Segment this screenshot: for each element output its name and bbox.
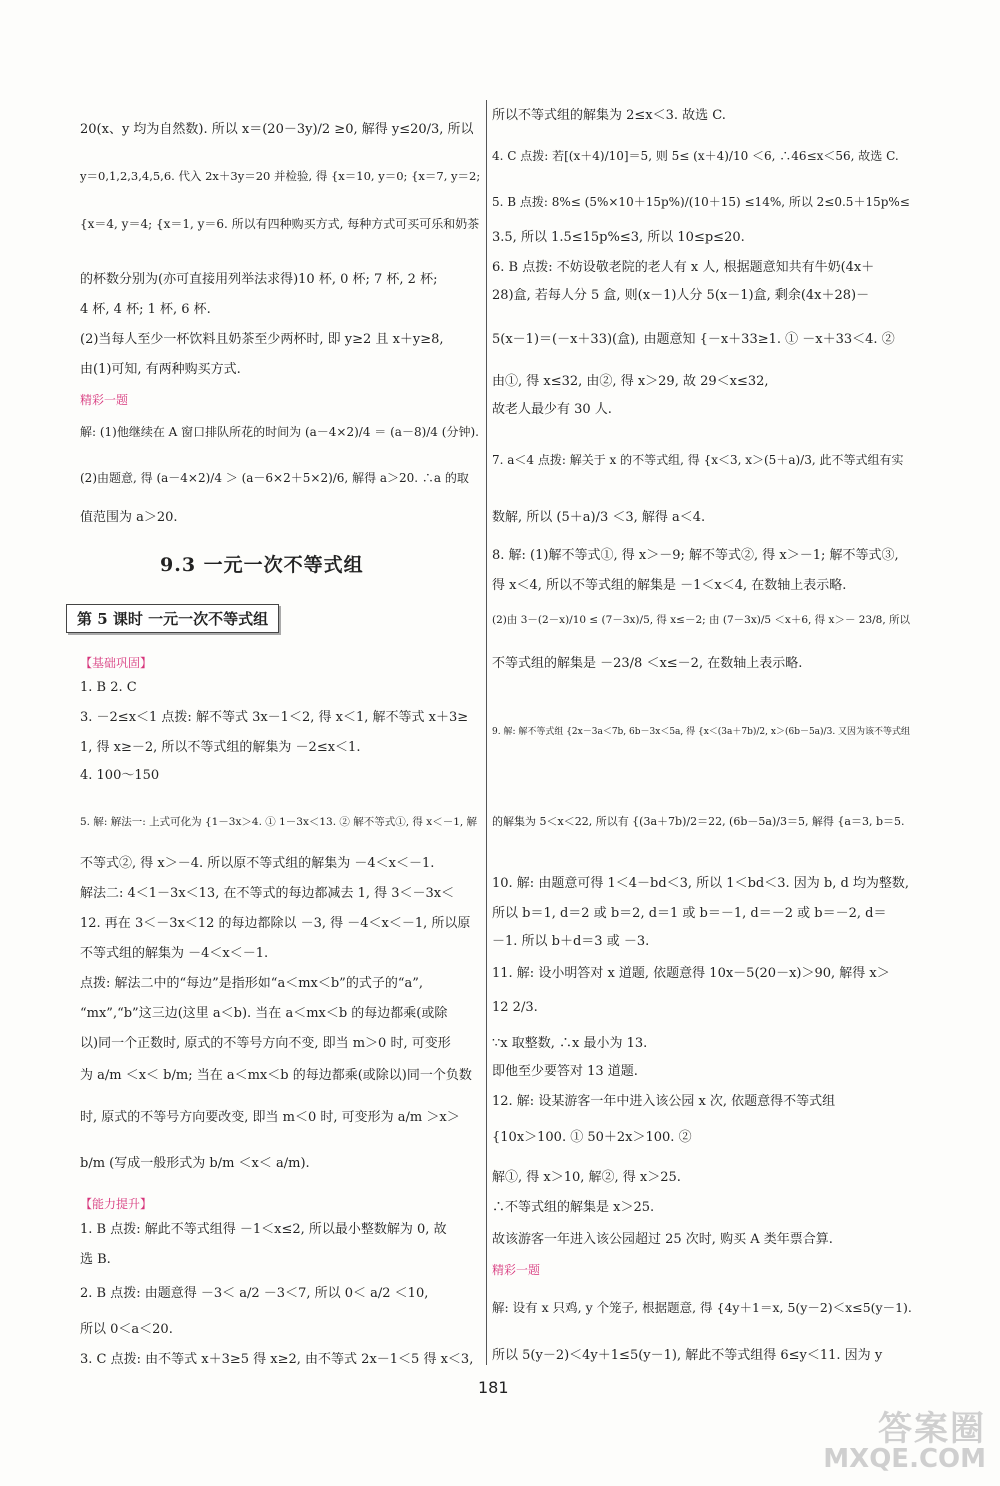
right-text-line: 即他至少要答对 13 道题. (492, 1064, 638, 1079)
right-text-line: －1. 所以 b＋d＝3 或 －3. (492, 934, 650, 949)
right-text-line: ∵x 取整数, ∴x 最小为 13. (492, 1036, 648, 1051)
left-text-line: 【基础巩固】 (80, 656, 153, 670)
left-text-line: 不等式组的解集为 －4＜x＜－1. (80, 946, 269, 961)
right-text-line: 精彩一题 (492, 1263, 541, 1277)
left-text-line: 5. 解: 解法一: 上式可化为 {1－3x＞4. ① 1－3x＜13. ② 解不等式①, 得 x＜－1, 解 (80, 816, 478, 828)
right-text-line: 5(x－1)＝(－x＋33)(盒), 由题意知 {－x＋33≥1. ① －x＋33＜4. ② (492, 332, 895, 347)
left-text-line: 4. 100～150 (80, 768, 160, 783)
left-text-line: 以)同一个正数时, 原式的不等号方向不变, 即当 m＞0 时, 可变形 (80, 1036, 451, 1051)
right-text-line: 由①, 得 x≤32, 由②, 得 x＞29, 故 29＜x≤32, (492, 374, 769, 389)
left-text-line: 12. 再在 3＜－3x＜12 的每边都除以 －3, 得 －4＜x＜－1, 所以原 (80, 916, 471, 931)
left-text-line: 由(1)可知, 有两种购买方式. (80, 362, 241, 377)
right-text-line: 8. 解: (1)解不等式①, 得 x＞－9; 解不等式②, 得 x＞－1; 解不等式③, (492, 548, 899, 563)
left-text-line: “mx”,“b”这三边(这里 a＜b). 当在 a＜mx＜b 的每边都乘(或除 (80, 1006, 448, 1021)
section-title: 9.3 一元一次不等式组 (160, 554, 364, 576)
right-text-line: 11. 解: 设小明答对 x 道题, 依题意得 10x－5(20－x)＞90, 解得 x＞ (492, 966, 890, 981)
right-text-line: 所以 5(y－2)＜4y＋1≤5(y－1), 解此不等式组得 6≤y＜11. 因为 y (492, 1348, 883, 1363)
right-text-line: 得 x＜4, 所以不等式组的解集是 －1＜x＜4, 在数轴上表示略. (492, 578, 847, 593)
right-text-line: 4. C 点拨: 若[(x＋4)/10]＝5, 则 5≤ (x＋4)/10 ＜6, ∴46≤x＜56, 故选 C. (492, 149, 899, 163)
left-text-line: {x＝4, y＝4; {x＝1, y＝6. 所以有四种购买方式, 每种方式可买可乐和奶茶 (80, 217, 480, 231)
left-text-line: 精彩一题 (80, 393, 129, 407)
left-text-line: 1, 得 x≥－2, 所以不等式组的解集为 －2≤x＜1. (80, 740, 361, 755)
right-text-line: 所以 b＝1, d＝2 或 b＝2, d＝1 或 b＝－1, d＝－2 或 b＝－2, d＝ (492, 906, 887, 921)
right-text-line: 故该游客一年进入该公园超过 25 次时, 购买 A 类年票合算. (492, 1232, 833, 1247)
right-text-line: 28)盒, 若每人分 5 盒, 则(x－1)人分 5(x－1)盒, 剩余(4x＋28)－ (492, 288, 870, 303)
left-text-line: 解: (1)他继续在 A 窗口排队所花的时间为 (a－4×2)/4 ＝ (a－8)/4 (分钟). (80, 425, 479, 439)
left-text-line: b/m (写成一般形式为 b/m ＜x＜ a/m). (80, 1156, 310, 1171)
left-text-line: (2)当每人至少一杯饮料且奶茶至少两杯时, 即 y≥2 且 x＋y≥8, (80, 332, 444, 347)
watermark-logo (823, 1409, 986, 1474)
right-text-line: 的解集为 5＜x＜22, 所以有 {(3a＋7b)/2＝22, (6b－5a)/3＝5, 解得 {a＝3, b＝5. (492, 815, 905, 828)
left-text-line: 点拨: 解法二中的“每边”是指形如“a＜mx＜b”的式子的“a”, (80, 976, 424, 991)
left-text-line: 1. B 点拨: 解此不等式组得 －1＜x≤2, 所以最小整数解为 0, 故 (80, 1222, 447, 1237)
left-text-line: 值范围为 a＞20. (80, 510, 178, 525)
right-text-line: 10. 解: 由题意可得 1＜4－bd＜3, 所以 1＜bd＜3. 因为 b, d 均为整数, (492, 876, 910, 891)
column-divider (486, 100, 487, 1365)
right-text-line: 9. 解: 解不等式组 {2x－3a＜7b, 6b－3x＜5a, 得 {x＜(3a＋7b)/2, x＞(6b－5a)/3. 又因为该不等式组 (492, 727, 911, 737)
right-text-line: {10x＞100. ① 50＋2x＞100. ② (492, 1130, 692, 1145)
right-text-line: 12. 解: 设某游客一年中进入该公园 x 次, 依题意得不等式组 (492, 1094, 836, 1109)
right-text-line: ∴不等式组的解集是 x＞25. (492, 1200, 655, 1215)
left-text-line: 的杯数分别为(亦可直接用列举法求得)10 杯, 0 杯; 7 杯, 2 杯; (80, 272, 438, 287)
right-text-line: 解①, 得 x＞10, 解②, 得 x＞25. (492, 1170, 681, 1185)
right-text-line: 数解, 所以 (5＋a)/3 ＜3, 解得 a＜4. (492, 510, 706, 525)
right-text-line: 不等式组的解集是 －23/8 ＜x≤－2, 在数轴上表示略. (492, 656, 803, 671)
right-text-line: 6. B 点拨: 不妨设敬老院的老人有 x 人, 根据题意知共有牛奶(4x＋ (492, 260, 875, 275)
left-text-line: 为 a/m ＜x＜ b/m; 当在 a＜mx＜b 的每边都乘(或除以)同一个负数 (80, 1068, 472, 1083)
right-text-line: (2)由 3－(2－x)/10 ≤ (7－3x)/5, 得 x≤－2; 由 (7－3x)/5 ＜x＋6, 得 x＞－ 23/8, 所以 (492, 614, 911, 626)
right-text-line: 故老人最少有 30 人. (492, 402, 612, 417)
left-text-line: 时, 原式的不等号方向要改变, 即当 m＜0 时, 可变形为 a/m ＞x＞ (80, 1110, 460, 1125)
left-text-line: 不等式②, 得 x＞－4. 所以原不等式组的解集为 －4＜x＜－1. (80, 856, 435, 871)
right-text-line: 所以不等式组的解集为 2≤x＜3. 故选 C. (492, 108, 726, 123)
right-text-line: 5. B 点拨: 8%≤ (5%×10＋15p%)/(10＋15) ≤14%, 所以 2≤0.5＋15p%≤ (492, 195, 910, 209)
left-text-line: 3. C 点拨: 由不等式 x＋3≥5 得 x≥2, 由不等式 2x－1＜5 得 x＜3, (80, 1352, 474, 1367)
left-text-line: 1. B 2. C (80, 680, 137, 695)
left-text-line: (2)由题意, 得 (a－4×2)/4 ＞ (a－6×2＋5×2)/6, 解得 a＞20. ∴a 的取 (80, 471, 469, 485)
left-text-line: 4 杯, 4 杯; 1 杯, 6 杯. (80, 302, 211, 317)
watermark-line1: 答案圈 (878, 1409, 986, 1449)
left-text-line: 选 B. (80, 1252, 111, 1267)
lesson-title: 第 5 课时 一元一次不等式组 (66, 604, 279, 633)
right-text-line: 解: 设有 x 只鸡, y 个笼子, 根据题意, 得 {4y＋1＝x, 5(y－2)＜x≤5(y－1). (492, 1300, 912, 1315)
right-text-line: 3.5, 所以 1.5≤15p%≤3, 所以 10≤p≤20. (492, 230, 745, 245)
left-text-line: 解法二: 4＜1－3x＜13, 在不等式的每边都减去 1, 得 3＜－3x＜ (80, 886, 455, 901)
left-text-line: 3. －2≤x＜1 点拨: 解不等式 3x－1＜2, 得 x＜1, 解不等式 x＋3≥ (80, 710, 469, 725)
page-number: 181 (478, 1378, 509, 1397)
left-text-line: 【能力提升】 (80, 1197, 153, 1211)
left-text-line: 20(x、y 均为自然数). 所以 x＝(20－3y)/2 ≥0, 解得 y≤20/3, 所以 (80, 122, 474, 137)
left-text-line: 2. B 点拨: 由题意得 －3＜ a/2 －3＜7, 所以 0＜ a/2 ＜10, (80, 1286, 429, 1301)
watermark-line2: MXQE.COM (823, 1444, 986, 1474)
left-text-line: 所以 0＜a＜20. (80, 1322, 173, 1337)
left-text-line: y＝0,1,2,3,4,5,6. 代入 2x＋3y＝20 并检验, 得 {x＝10, y＝0; {x＝7, y＝2; (80, 169, 481, 183)
right-text-line: 7. a＜4 点拨: 解关于 x 的不等式组, 得 {x＜3, x＞(5＋a)/3, 此不等式组有实 (492, 453, 904, 467)
right-text-line: 12 2/3. (492, 1000, 538, 1015)
